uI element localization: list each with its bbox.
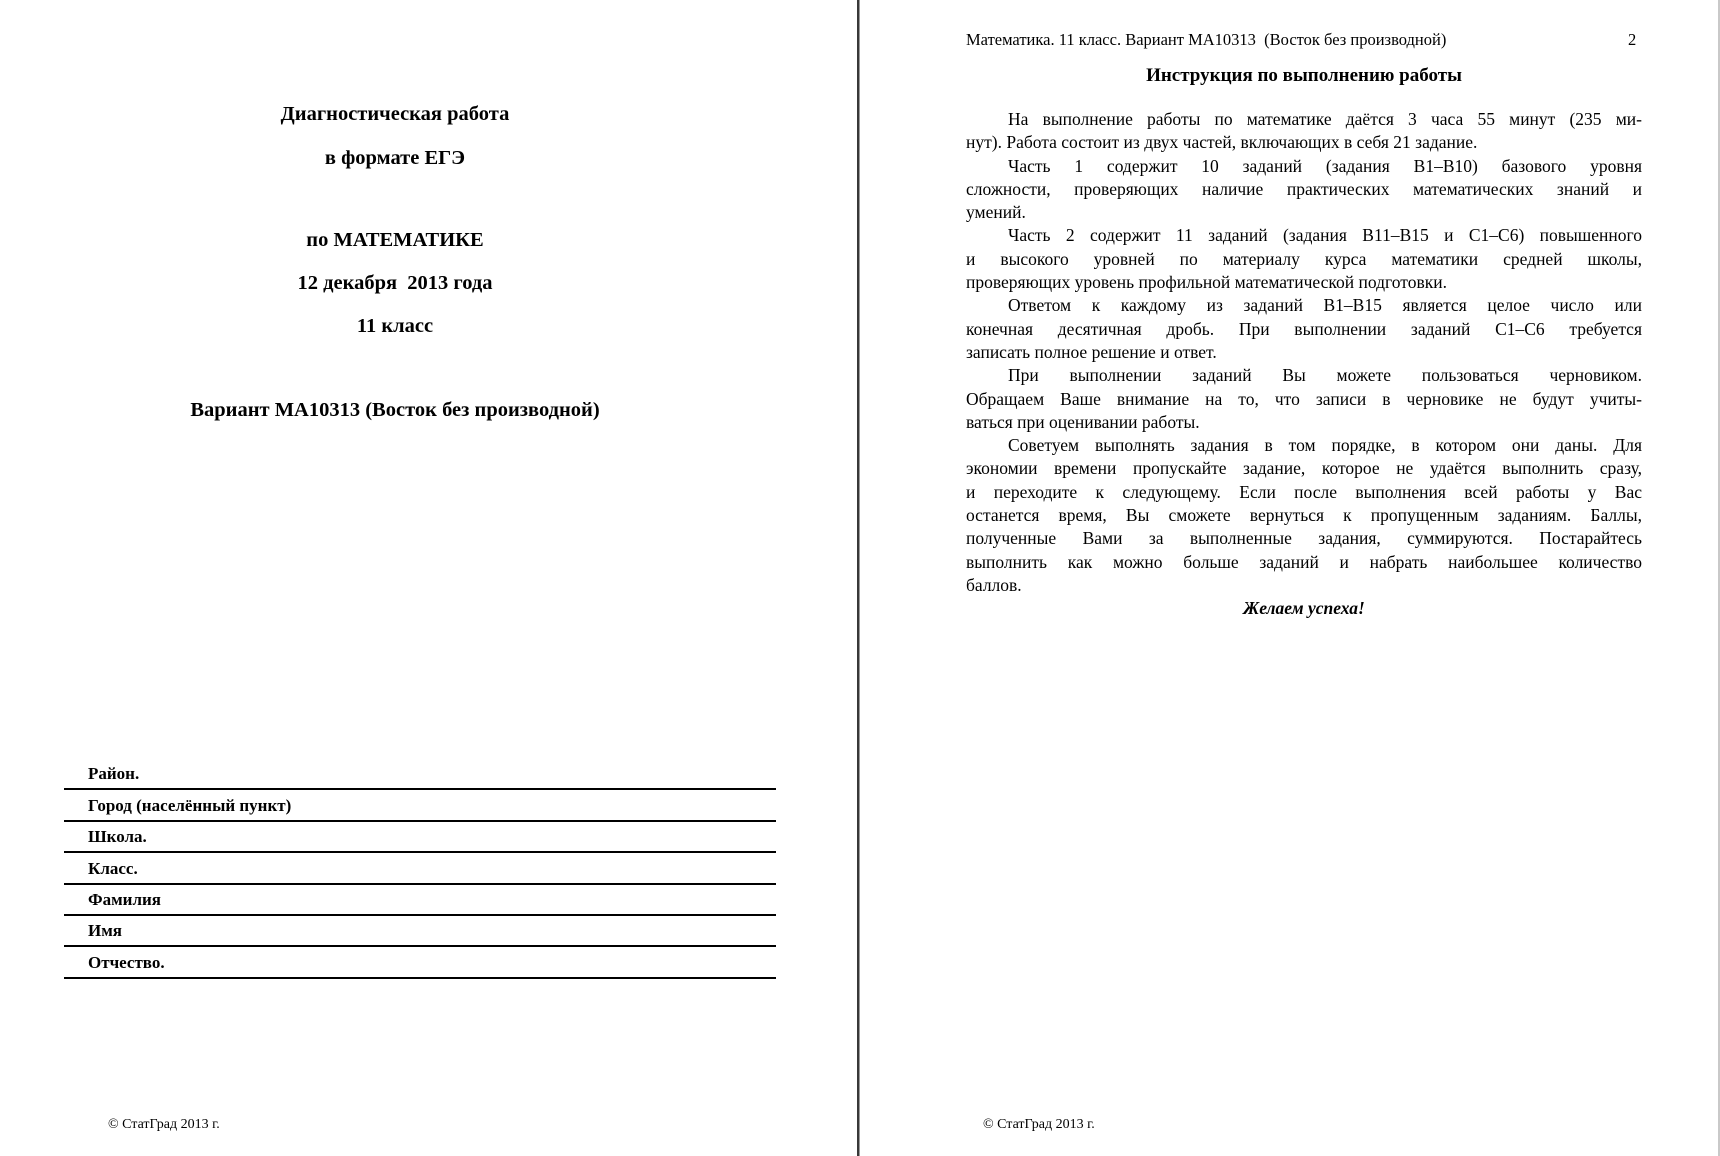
paragraph-line: записать полное решение и ответ. bbox=[966, 341, 1217, 362]
paragraph-line: экономии времени пропускайте задание, которое не удаётся выполнить сразу, bbox=[966, 458, 1642, 479]
form-field-row-city bbox=[64, 790, 776, 821]
paragraph-line: Часть 1 содержит 10 заданий (задания В1–В10) базового уровня bbox=[1008, 155, 1642, 176]
paragraph-line: Обращаем Ваше внимание на то, что записи в черновике не будут учиты- bbox=[966, 388, 1642, 409]
form-field-row-surname bbox=[64, 885, 776, 916]
paragraph-line: конечная десятичная дробь. При выполнении заданий С1–С6 требуется bbox=[966, 318, 1642, 339]
form-field-row-patronymic bbox=[64, 947, 776, 978]
copyright-footer-page2: © СтатГрад 2013 г. bbox=[983, 1117, 1095, 1132]
copyright-footer-page1: © СтатГрад 2013 г. bbox=[108, 1117, 220, 1132]
paragraph-3 bbox=[966, 224, 1642, 294]
instructions-title: Инструкция по выполнению работы bbox=[1146, 65, 1462, 86]
paragraph-2 bbox=[966, 155, 1642, 225]
form-label-name: Имя bbox=[88, 921, 122, 941]
running-header: Математика. 11 класс. Вариант МА10313 (Восток без производной) bbox=[966, 30, 1447, 49]
form-field-row-district bbox=[64, 759, 776, 790]
paragraph-line: Ответом к каждому из заданий В1–В15 является целое число или bbox=[1008, 295, 1642, 316]
paragraph-line: выполнить как можно больше заданий и набрать наибольшее количество bbox=[966, 551, 1642, 572]
paragraph-1 bbox=[966, 108, 1642, 155]
form-field-row-school bbox=[64, 822, 776, 853]
paragraph-line: Советуем выполнять задания в том порядке, в котором они даны. Для bbox=[1008, 435, 1642, 456]
form-label-city: Город (населённый пункт) bbox=[88, 795, 292, 815]
page-number: 2 bbox=[1628, 30, 1637, 49]
paragraph-line: сложности, проверяющих наличие практических математических знаний и bbox=[966, 178, 1642, 199]
paragraph-5 bbox=[966, 364, 1642, 434]
paragraph-line: умений. bbox=[966, 202, 1026, 223]
work-format-line: в формате ЕГЭ bbox=[324, 147, 466, 169]
work-title-line: Диагностическая работа bbox=[280, 103, 510, 125]
paragraph-line: На выполнение работы по математике даётся 3 часа 55 минут (235 ми- bbox=[1008, 109, 1642, 129]
paragraph-line: ваться при оценивании работы. bbox=[966, 411, 1200, 432]
form-label-surname: Фамилия bbox=[88, 889, 162, 909]
form-label-district: Район. bbox=[88, 764, 140, 784]
form-label-class: Класс. bbox=[88, 858, 138, 878]
paragraph-line: При выполнении заданий Вы можете пользоваться черновиком. bbox=[1008, 365, 1642, 386]
student-info-form bbox=[64, 759, 776, 979]
paragraph-line: полученные Вами за выполненные задания, суммируются. Постарайтесь bbox=[966, 528, 1642, 549]
form-field-row-class bbox=[64, 853, 776, 884]
page-1 bbox=[0, 0, 858, 1156]
paragraph-6 bbox=[966, 434, 1642, 597]
form-label-school: Школа. bbox=[88, 827, 147, 847]
paragraph-line: и переходите к следующему. Если после выполнения всей работы у Вас bbox=[966, 481, 1642, 502]
closing-wish: Желаем успеха! bbox=[1243, 598, 1365, 619]
paragraph-line: нут). Работа состоит из двух частей, включающих в себя 21 задание. bbox=[966, 132, 1478, 153]
grade-line: 11 класс bbox=[356, 315, 434, 337]
date-line: 12 декабря 2013 года bbox=[297, 272, 493, 294]
paragraph-line: баллов. bbox=[966, 574, 1022, 595]
paragraph-line: проверяющих уровень профильной математической подготовки. bbox=[966, 272, 1447, 293]
form-label-patronymic: Отчество. bbox=[88, 952, 165, 972]
paragraph-line: и высокого уровней по материалу курса математики средней школы, bbox=[966, 248, 1642, 269]
paragraph-line: Часть 2 содержит 11 заданий (задания В11–В15 и С1–С6) повышенного bbox=[1008, 225, 1642, 246]
variant-line: Вариант МА10313 (Восток без производной) bbox=[190, 399, 600, 421]
paragraph-4 bbox=[966, 294, 1642, 364]
form-field-row-name bbox=[64, 916, 776, 947]
instructions-body bbox=[966, 108, 1642, 621]
paragraph-line: останется время, Вы сможете вернуться к пропущенным заданиям. Баллы, bbox=[966, 505, 1642, 526]
subject-line: по МАТЕМАТИКЕ bbox=[306, 229, 484, 251]
